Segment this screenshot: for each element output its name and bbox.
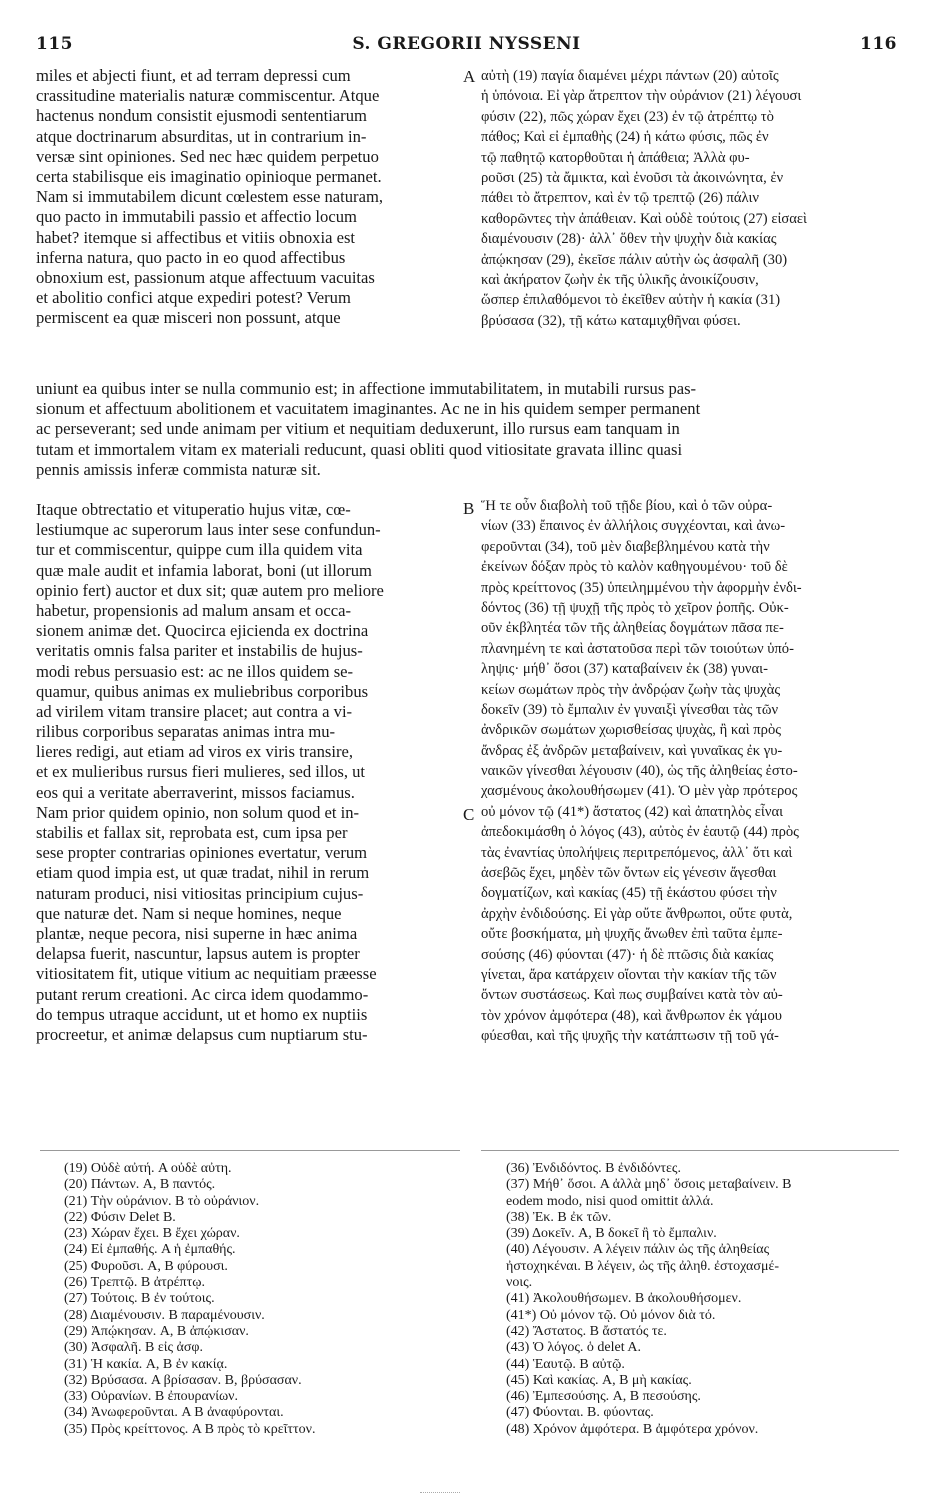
footnote-line: (26) Τρεπτῷ. B ἀτρέπτῳ.: [64, 1275, 205, 1291]
footnote-line: (33) Οὐρανίων. B ἐπουρανίων.: [64, 1389, 239, 1405]
greek-text-line: αὐτὴ (19) παγία διαμένει μέχρι πάντων (20) αὐτοῖς: [481, 68, 779, 84]
latin-text-line: naturam produci, nisi vitiositas principium cujus-: [36, 883, 364, 903]
greek-text-line: κείων σωμάτων πρὸς τὴν ἀνδρῴαν ζωὴν τὰς ψυχὰς: [481, 681, 781, 698]
latin-text-line: rilibus corporibus separatas animas intra mu-: [36, 722, 336, 742]
latin-text-line: versæ sint opiniones. Sed nec hæc quidem perpetuo: [36, 146, 379, 166]
greek-text-line: φύεσθαι, καὶ τῆς ψυχῆς τὴν κατάπτωσιν τῇ τοῦ γά-: [481, 1028, 779, 1045]
greek-text-line: Ἥ τε οὖν διαβολὴ τοῦ τῇδε βίου, καὶ ὁ τῶν οὐρα-: [481, 498, 773, 514]
latin-text-line: lestiumque ac superorum laus inter sese confundun-: [36, 520, 381, 540]
footnote-line: eodem modo, nisi quod omittit ἀλλά.: [506, 1193, 714, 1209]
footnote-line: (37) Μήθ᾽ ὅσοι. A ἀλλὰ μηδ᾽ ὅσοις μεταβαίνειν. B: [506, 1177, 792, 1193]
latin-text-line: habet? itemque si affectibus et vitiis obnoxia est: [36, 227, 356, 247]
footnote-rule-left: [40, 1150, 460, 1151]
footnote-line: (29) Ἀπῴκησαν. A, B ἀπῴκισαν.: [64, 1323, 249, 1339]
latin-text-line: quæ male audit et infamia laborat, boni (ut illorum: [36, 560, 372, 580]
latin-text-line: tutam et immortalem vitam ex materiali reducunt, quasi obliti quod vitiositate gravata illinc quasi: [36, 439, 683, 459]
latin-text-line: tur et commiscentur, quippe cum illa quidem vita: [36, 540, 363, 560]
latin-text-line: delapsa fuerit, nascuntur, lapsus autem is propter: [36, 944, 360, 964]
footnote-line: (24) Εἰ ἐμπαθής. A ἡ ἐμπαθής.: [64, 1242, 236, 1258]
running-title: S. GREGORII NYSSENI: [352, 34, 581, 54]
greek-text-line: νίων (33) ἔπαινος ἐν ἀλλήλοις συγχέονται, καὶ ἀνω-: [481, 518, 786, 535]
footnote-line: (48) Χρόνον ἀμφότερα. B ἀμφότερα χρόνον.: [506, 1421, 759, 1437]
greek-text-line: πλανημένη τε καὶ ἀστατοῦσα περὶ τῶν τοιούτων ὑπό-: [481, 640, 794, 657]
greek-text-line: πάθει τὸ ἄτρεπτον, καὶ ἐν τῷ τρεπτῷ (26) πάλιν: [481, 190, 759, 207]
footnotes-left: [64, 1161, 460, 1438]
latin-text-line: uniunt ea quibus inter se nulla communio est; in affectione immutabilitatem, in mutabili rursus pas-: [36, 379, 697, 398]
greek-text-line: ἀπεδοκιμάσθη ὁ λόγος (43), αὐτὸς ἐν ἑαυτῷ (44) πρὸς: [481, 824, 799, 841]
latin-text-line: pennis amissis inferæ commista naturæ sit.: [36, 459, 321, 479]
greek-text-line: ἀνδρικῶν σωμάτων χωρισθείσας ψυχὰς, ἢ καὶ πρὸς: [481, 722, 782, 739]
footnote-line: (27) Τούτοις. B ἐν τούτοις.: [64, 1291, 215, 1307]
greek-text-line: γίνεται, ἄρα κατάρχειν οἴονται τὴν κακίαν τῆς τῶν: [481, 966, 777, 983]
footnote-line: (41*) Οὐ μόνον τῷ. Οὐ μόνον διὰ τό.: [506, 1307, 716, 1323]
greek-text-line: φύσιν (22), πῶς χώραν ἔχει (23) ἐν τῷ ἀτρέπτῳ τὸ: [481, 108, 774, 125]
footnote-line: (32) Βρύσασα. A βρίσασαν. B, βρύσασαν.: [64, 1372, 302, 1388]
latin-text-line: veritatis omnis falsa pariter et instabilis de hujus-: [36, 641, 363, 661]
greek-text-line: τὸν χρόνον ἀμφότερα (48), καὶ ἄνθρωπον ἐκ γάμου: [481, 1007, 783, 1024]
greek-text-line: ληψις· μήθ᾽ ὅσοι (37) καταβαίνειν ἐκ (38) γυναι-: [481, 661, 768, 678]
footnote-line: (23) Χώραν ἔχει. B ἔχει χώραν.: [64, 1226, 240, 1242]
footnote-line: (45) Καὶ κακίας. A, B μὴ κακίας.: [506, 1372, 692, 1388]
greek-text-line: πάθος; Καὶ εἰ ἐμπαθὴς (24) ἡ κάτω φύσις, πῶς ἐν: [481, 129, 769, 146]
latin-text-line: putant rerum creationi. Ac circa idem quodammo-: [36, 984, 369, 1004]
footnote-line: (41) Ἀκολουθήσωμεν. B ἀκολουθήσομεν.: [506, 1291, 742, 1307]
footnotes-right: [506, 1161, 902, 1438]
greek-text-line: ναικῶν γίνεσθαι λέγουσιν (40), ὡς τῆς ἀληθείας ἐστο-: [481, 763, 798, 780]
greek-text-line: καὶ ἀκήρατον ζωὴν ἐκ τῆς ὑλικῆς ἀνοικίζουσιν,: [481, 271, 759, 288]
footnote-line: (30) Ἀσφαλῆ. B εἰς ἀσφ.: [64, 1340, 203, 1356]
latin-text-line: permiscent ea quæ misceri non possunt, atque: [36, 308, 341, 328]
greek-text-line: ἀπῴκησαν (29), ἐκεῖσε πάλιν αὐτὴν ὡς ἀσφαλῆ (30): [481, 251, 788, 268]
greek-text-line: δογματίζων, καὶ κακίας (45) τῇ ἑκάστου φύσει τὴν: [481, 885, 777, 902]
footnote-line: (21) Τὴν οὐράνιον. B τὸ οὐράνιον.: [64, 1193, 260, 1209]
latin-text-line: ad virilem vitam transire placet; aut contra a vi-: [36, 701, 353, 721]
latin-text-line: quo pacto in immutabili passio et affectio locum: [36, 207, 357, 227]
latin-column-bottom: [36, 500, 460, 1045]
greek-text-line: ροῦσι (25) τὰ ἄμικτα, καὶ ἑνοῦσι τὰ ἀκοινώνητα, ἐν: [481, 169, 784, 186]
footnote-line: ἠστοχηκέναι. B λέγειν, ὡς τῆς ἀληθ. ἐστοχασμέ-: [506, 1258, 779, 1274]
margin-marker-c: C: [463, 805, 475, 824]
greek-text-line: τῷ παθητῷ κατορθοῦται ἡ ἀπάθεια; Ἀλλὰ φυ-: [481, 149, 750, 166]
greek-text-line: δοκεῖν (39) τὸ ἔμπαλιν ἐν γυναιξὶ γίνεσθαι τὰς τῶν: [481, 701, 779, 718]
footnote-line: (42) Ἄστατος. B ἄστατός τε.: [506, 1323, 667, 1339]
footnote-line: (34) Ἀνωφεροῦνται. A B ἀναφύρονται.: [64, 1405, 284, 1421]
latin-text-line: certa stabilisque eis imaginatio opinioque permanet.: [36, 166, 382, 186]
footnote-line: (46) Ἐμπεσούσης. A, B πεσούσης.: [506, 1389, 701, 1405]
greek-text-line: πρὸς κρείττονος (35) ὑπειλημμένου τὴν ἀφορμὴν ἐνδι-: [481, 579, 802, 596]
latin-text-line: sionem animæ det. Quocirca ejicienda ex doctrina: [36, 621, 369, 641]
latin-text-line: Itaque obtrectatio et vituperatio hujus vitæ, cœ-: [36, 500, 351, 519]
footnote-line: (38) Ἐκ. B ἐκ τῶν.: [506, 1209, 612, 1225]
latin-text-line: obnoxium est, passionum atque affectuum vacuitas: [36, 267, 375, 287]
latin-text-line: et ex mulieribus rursus fieri mulieres, sed illos, ut: [36, 762, 366, 782]
full-width-latin: [36, 379, 902, 480]
latin-text-line: opinio fert) auctor et dux sit; quæ autem pro meliore: [36, 580, 384, 600]
latin-text-line: Nam prior quidem opinio, non solum quod et in-: [36, 802, 360, 822]
right-page-number: 116: [860, 34, 897, 54]
latin-text-line: modi rebus persuasio est: ac ne illos quidem se-: [36, 661, 354, 681]
latin-text-line: habetur, propensionis ad malum ansam et occa-: [36, 600, 351, 620]
footnote-line: (47) Φύονται. B. φύοντας.: [506, 1405, 654, 1421]
latin-column-top: [36, 66, 460, 328]
latin-text-line: sese propter contrarias opiniones evertatur, verum: [36, 843, 368, 863]
greek-text-line: ὥσπερ ἐπιλαθόμενοι τὸ ἐκεῖθεν αὐτὴν ἡ κακία (31): [481, 292, 781, 309]
footnote-line: (25) Φυροῦσι. A, B φύρουσι.: [64, 1258, 228, 1274]
latin-text-line: sionum et affectuum abolitionem et vacuitatem imaginantes. Ac ne in his quidem semper permanent: [36, 399, 701, 419]
greek-text-line: ἀρχὴν ἐνδιδούσης. Εἰ γὰρ οὔτε ἄνθρωποι, οὔτε φυτὰ,: [481, 905, 793, 922]
latin-text-line: eos qui a veritate aberraverint, missos faciamus.: [36, 782, 355, 802]
footnote-line: (20) Πάντων. A, B παντός.: [64, 1177, 216, 1193]
greek-text-line: ὄντων συστάσεως. Καὶ πως συμβαίνει κατὰ τὸν αὐ-: [481, 987, 783, 1004]
latin-text-line: stabilis et fallax sit, reprobata est, cum ipsa per: [36, 823, 348, 842]
footnote-line: (36) Ἐνδιδόντος. B ἐνδιδόντες.: [506, 1161, 681, 1176]
footnote-line: (22) Φύσιν Delet B.: [64, 1209, 176, 1225]
running-header: [36, 34, 897, 58]
greek-text-line: οὐ μόνον τῷ (41*) ἄστατος (42) καὶ ἀπατηλὸς εἶναι: [481, 803, 784, 820]
left-page-number: 115: [36, 34, 73, 54]
greek-text-line: ἀσεβῶς ἔχει, μηδὲν τῶν ὄντων εἰς γένεσιν ἄγεσθαι: [481, 865, 777, 882]
greek-text-line: διαμένουσιν (28)· ἀλλ᾽ ὅθεν τὴν ψυχὴν διὰ κακίας: [481, 231, 777, 248]
greek-text-line: ἐκείνων δόξαν πρὸς τὸ καλὸν καθηγουμένου· τοῦ δὲ: [481, 559, 788, 576]
margin-marker-b: B: [463, 499, 475, 518]
latin-text-line: crassitudine materialis naturæ commiscentur. Atque: [36, 86, 380, 106]
greek-text-line: ἡ ὑπόνοια. Εἰ γὰρ ἄτρεπτον τὴν οὐράνιον (21) λέγουσι: [481, 88, 802, 105]
greek-text-line: φεροῦνται (34), τοῦ μὲν διαβεβλημένου κατὰ τὴν: [481, 538, 770, 555]
greek-text-line: ἄνδρας ἐξ ἀνδρῶν μεταβαίνειν, καὶ γυναῖκας ἐκ γυ-: [481, 742, 783, 759]
footnote-line: (39) Δοκεῖν. A, B δοκεῖ ἢ τὸ ἔμπαλιν.: [506, 1226, 717, 1242]
footnote-line: (31) Ἡ κακία. A, B ἐν κακίᾳ.: [64, 1356, 228, 1372]
greek-text-line: καθορῶντες τὴν ἀπάθειαν. Καὶ οὐδὲ τούτοις (27) εἰσαεὶ: [481, 210, 807, 227]
latin-text-line: miles et abjecti fiunt, et ad terram depressi cum: [36, 66, 351, 85]
latin-text-line: plantæ, neque pecora, nisi superne in hæc anima: [36, 923, 358, 943]
greek-text-line: οὔτε βοσκήματα, μὴ ψυχῆς ἄνωθεν ἐπὶ ταῦτα ἐμπε-: [481, 926, 783, 943]
greek-column-top: [481, 66, 899, 331]
footnote-line: (19) Οὐδὲ αὐτή. A οὐδὲ αὐτη.: [64, 1161, 232, 1176]
latin-text-line: procreetur, et animæ delapsus cum nuptiarum stu-: [36, 1024, 368, 1044]
latin-text-line: que naturæ det. Nam si neque homines, neque: [36, 903, 342, 923]
latin-text-line: quamur, quibus animas ex muliebribus corporibus: [36, 681, 369, 701]
latin-text-line: atque doctrinarum absurditas, ut in contrarium in-: [36, 126, 367, 146]
latin-text-line: etiam quod impia est, ut quæ tradat, nihil in rerum: [36, 863, 370, 883]
latin-text-line: vitiositatem fit, utique vitium ac nequitiam præesse: [36, 964, 377, 984]
footnote-rule-right: [481, 1150, 899, 1151]
bottom-mark: [420, 1492, 460, 1493]
latin-text-line: inferna natura, quo pacto in eo quod affectibus: [36, 247, 346, 267]
latin-text-line: et abolitio confici atque expediri potest? Verum: [36, 288, 351, 308]
margin-marker-a: A: [463, 67, 476, 86]
greek-text-line: χασμένους ἀκολουθήσωμεν (41). Ὁ μὲν γὰρ πρότερος: [481, 783, 798, 800]
latin-text-line: Nam si immutabilem dicunt cœlestem esse naturam,: [36, 187, 384, 207]
footnote-line: νοις.: [506, 1275, 533, 1291]
latin-text-line: ac perseverant; sed unde animam per vitium et nequitiam deduxerunt, illo rursus eam tanquam in: [36, 419, 680, 439]
footnote-line: (43) Ὁ λόγος. ὁ delet A.: [506, 1340, 641, 1356]
latin-text-line: do tempus utraque accidunt, ut et homo ex nuptiis: [36, 1004, 368, 1024]
footnote-line: (40) Λέγουσιν. A λέγειν πάλιν ὡς τῆς ἀληθείας: [506, 1242, 770, 1258]
greek-text-line: οῦν ἐκβλητέα τῶν τῆς ἀληθείας δογμάτων πᾶσα πε-: [481, 620, 784, 637]
greek-text-line: βρύσασα (32), τῇ κάτω καταμιχθῆναι φύσει.: [481, 312, 741, 329]
greek-text-line: τὰς ἐναντίας ὑπολήψεις περιτρεπόμενος, ἀλλ᾽ ὅτι καὶ: [481, 844, 793, 861]
latin-text-line: lieres redigi, aut etiam ad viros ex viris transire,: [36, 742, 354, 762]
greek-text-line: δόντος (36) τῇ ψυχῇ τῆς πρὸς τὸ χεῖρον ῥοπῆς. Οὐκ-: [481, 599, 789, 616]
greek-text-line: σούσης (46) φύονται (47)· ἡ δὲ πτῶσις διὰ κακίας: [481, 946, 774, 963]
footnote-line: (28) Διαμένουσιν. B παραμένουσιν.: [64, 1307, 265, 1323]
footnote-line: (35) Πρὸς κρείττονος. A B πρὸς τὸ κρεῖττον.: [64, 1421, 316, 1437]
greek-column-bottom: [481, 496, 899, 1047]
latin-text-line: hactenus nondum consistit ejusmodi sententiarum: [36, 106, 367, 126]
footnote-line: (44) Ἑαυτῷ. B αὐτῷ.: [506, 1356, 625, 1372]
